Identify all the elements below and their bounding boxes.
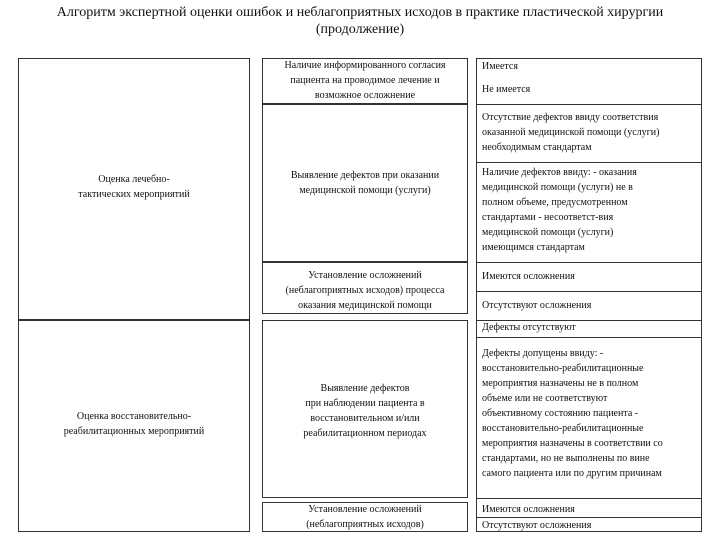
outcome-divider xyxy=(476,162,702,163)
criterion-defects: Выявление дефектов при оказании медицинской помощи (услуги) xyxy=(290,170,440,196)
outcome-divider xyxy=(476,262,702,263)
outcome-complications-present: Имеются осложнения xyxy=(482,271,575,282)
outcome-rehab-no-defects: Дефекты отсутствуют xyxy=(482,322,576,333)
outcome-rehab-complications-present: Имеются осложнения xyxy=(482,504,575,515)
outcome-rehab-defects: Дефекты допущены ввиду: - восстановительно-реабилитационные мероприятия назначены не в полном объеме или не соответствуют объективному состоянию пациента - восстановительно-реабилитационные мероприятия назначены в соответствии со стандартами, но не выполнены по вине самого пациента или по другим причинам xyxy=(482,348,663,479)
criterion-complications: Установление осложнений (неблагоприятных исходов) процесса оказания медицинской помощи xyxy=(285,270,445,311)
outcome-divider xyxy=(476,498,702,499)
outcome-divider xyxy=(476,104,702,105)
outcome-complications-absent: Отсутствуют осложнения xyxy=(482,300,592,311)
outcome-no-defects: Отсутствие дефектов ввиду соответствия оказанной медицинской помощи (услуги) необходимым стандартам xyxy=(482,112,660,153)
outcome-consent-present: Имеется xyxy=(482,61,518,72)
outcome-divider xyxy=(476,337,702,338)
section-label-treatment: Оценка лечебно- тактических мероприятий xyxy=(78,174,190,200)
criterion-rehab-complications: Установление осложнений (неблагоприятных исходов) xyxy=(306,504,424,530)
criterion-rehab-defects: Выявление дефектов при наблюдении пациента в восстановительном и/или реабилитационном периодах xyxy=(303,383,427,439)
outcome-divider xyxy=(476,291,702,292)
outcome-defects-present: Наличие дефектов ввиду: - оказания медицинской помощи (услуги) не в полном объеме, предусмотренном стандартами - несоответст-вия медицинской помощи (услуги) имеющимся стандартам xyxy=(482,167,637,253)
outcome-consent-absent: Не имеется xyxy=(482,84,531,95)
section-label-rehab: Оценка восстановительно- реабилитационных мероприятий xyxy=(63,411,205,437)
criterion-consent: Наличие информированного согласия пациента на проводимое лечение и возможное осложнение xyxy=(284,60,446,101)
outcome-rehab-complications-absent: Отсутствуют осложнения xyxy=(482,520,592,531)
page-title: Алгоритм экспертной оценки ошибок и неблагоприятных исходов в практике пластической хирургии (продолжение) xyxy=(56,5,664,37)
